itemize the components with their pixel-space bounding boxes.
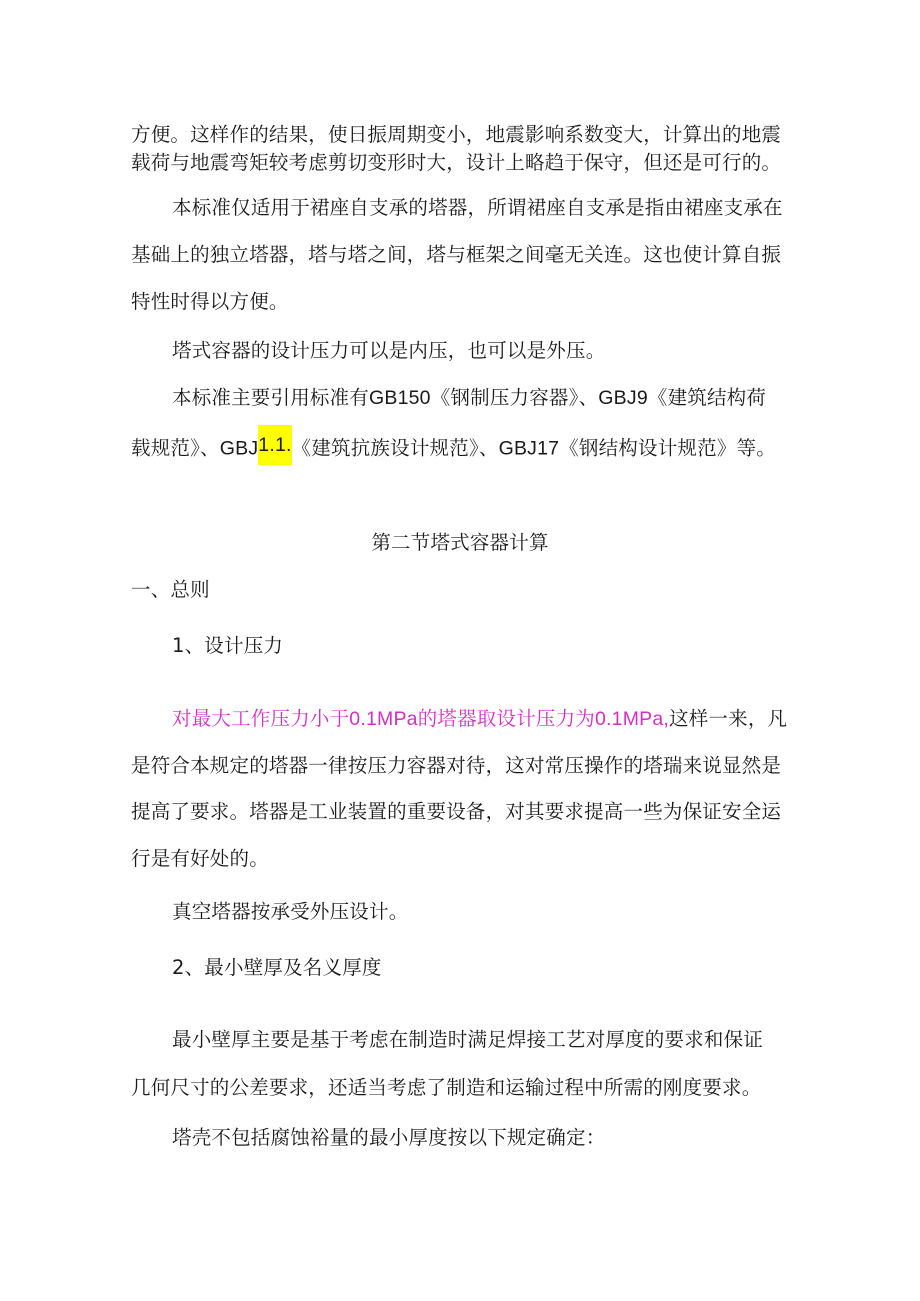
p4-standard-gbj9: GBJ9 bbox=[598, 387, 648, 409]
paragraph-5-line-2: 是符合本规定的塔器一律按压力容器对待，这对常压操作的塔瑞来说显然是 bbox=[131, 754, 782, 777]
paragraph-7-line-1: 最小壁厚主要是基于考虑在制造时满足焊接工艺对厚度的要求和保证 bbox=[172, 1028, 764, 1051]
p4-text-f: 载规范》、 bbox=[131, 436, 220, 460]
paragraph-6-line-1: 真空塔器按承受外压设计。 bbox=[172, 900, 409, 923]
p4-highlight: 1.1. bbox=[258, 425, 291, 465]
p4-text-a: 本标准主要引用标准有 bbox=[172, 386, 370, 409]
heading-min-thickness: 2、最小壁厚及名义厚度 bbox=[172, 956, 382, 979]
p5-text-rest: 这样一来，凡 bbox=[669, 707, 788, 730]
p5-magenta-text: 对最大工作压力小于0.1MPa的塔器取设计压力为0.1MPa, bbox=[172, 708, 670, 730]
paragraph-1-line-2: 载荷与地震弯矩较考虑剪切变形时大，设计上略趋于保守，但还是可行的。 bbox=[131, 151, 782, 174]
p4-text-g: 《建筑抗族设计规范》、 bbox=[291, 436, 499, 460]
paragraph-4-line-2 bbox=[131, 433, 776, 465]
p4-text-e: 《建筑结构荷 bbox=[647, 386, 767, 409]
p4-text-h: 《钢结构设计规范》等。 bbox=[559, 436, 776, 460]
paragraph-5-line-1 bbox=[172, 706, 787, 732]
section-title: 第二节塔式容器计算 bbox=[371, 531, 549, 554]
p4-standard-gbj: GBJ bbox=[219, 437, 259, 460]
paragraph-7-line-2: 几何尺寸的公差要求，还适当考虑了制造和运输过程中所需的刚度要求。 bbox=[131, 1076, 762, 1099]
paragraph-5-line-4: 行是有好处的。 bbox=[131, 847, 269, 870]
paragraph-3-line-1: 塔式容器的设计压力可以是内压，也可以是外压。 bbox=[172, 339, 606, 362]
heading-general: 一、总则 bbox=[131, 578, 210, 601]
paragraph-2-line-1: 本标准仅适用于裙座自支承的塔器，所谓裙座自支承是指由裙座支承在 bbox=[172, 196, 783, 219]
paragraph-2-line-2: 基础上的独立塔器，塔与塔之间，塔与框架之间毫无关连。这也使计算自振 bbox=[131, 243, 782, 266]
paragraph-5-line-3: 提高了要求。塔器是工业装置的重要设备，对其要求提高一些为保证安全运 bbox=[131, 800, 782, 823]
heading-design-pressure: 1、设计压力 bbox=[172, 634, 284, 657]
paragraph-8-line-1: 塔壳不包括腐蚀裕量的最小厚度按以下规定确定： bbox=[172, 1126, 606, 1149]
paragraph-4-line-1 bbox=[172, 385, 766, 411]
p4-text-c: 《钢制压力容器》、 bbox=[430, 386, 599, 409]
paragraph-1-line-1: 方便。这样作的结果，使日振周期变小，地震影响系数变大，计算出的地震 bbox=[131, 123, 782, 146]
p4-standard-gb150: GB150 bbox=[369, 387, 431, 409]
p4-standard-gbj17: GBJ17 bbox=[498, 437, 560, 460]
paragraph-2-line-3: 特性时得以方便。 bbox=[131, 290, 289, 313]
